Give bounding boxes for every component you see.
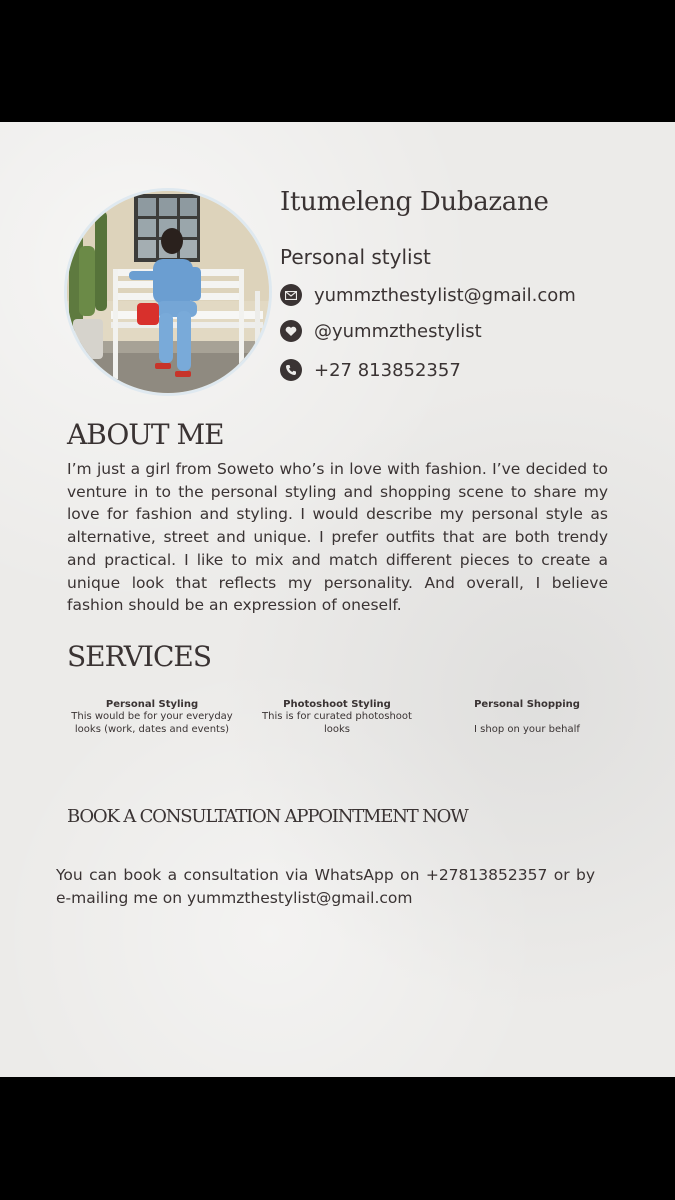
profile-photo-image [67,191,269,393]
profile-photo [67,191,269,393]
service-description: This is for curated photoshoot looks [262,711,412,735]
resume-page [0,122,675,1077]
service-description: I shop on your behalf [474,724,580,735]
service-photoshoot-styling [252,698,422,736]
heart-icon [280,320,302,342]
contact-instagram-text: @yummzthestylist [314,320,482,342]
about-heading: ABOUT ME [67,418,224,451]
contact-phone[interactable] [280,357,461,383]
service-description: This would be for your everyday looks (work, dates and events) [71,711,233,735]
phone-icon [280,359,302,381]
contact-instagram[interactable] [280,318,482,344]
service-personal-shopping [442,698,612,737]
service-title: Personal Shopping [474,699,580,710]
stylist-name: Itumeleng Dubazane [280,187,549,217]
service-title: Personal Styling [105,699,199,710]
mail-icon [280,284,302,306]
contact-phone-text: +27 813852357 [314,359,461,381]
service-personal-styling [67,698,237,736]
booking-text: You can book a consultation via WhatsApp on +27813852357 or by e-mailing me on yummzthestylist@gmail.com [56,866,595,907]
contact-email[interactable] [280,282,576,308]
service-title: Photoshoot Styling [283,699,391,710]
about-text: I’m just a girl from Soweto who’s in love with fashion. I’ve decided to venture in to the personal styling and shopping scene to share my love for fashion and styling. I would describe my personal style as alternative, street and unique. I prefer outfits that are both trendy and practical. I like to mix and match different pieces to create a unique look that reflects my personality. And overall, I believe fashion should be an expression of oneself. [67,460,608,615]
services-heading: SERVICES [67,640,212,673]
contact-email-text: yummzthestylist@gmail.com [314,284,576,306]
booking-heading: BOOK A CONSULTATION APPOINTMENT NOW [67,806,468,827]
job-title: Personal stylist [280,245,431,269]
